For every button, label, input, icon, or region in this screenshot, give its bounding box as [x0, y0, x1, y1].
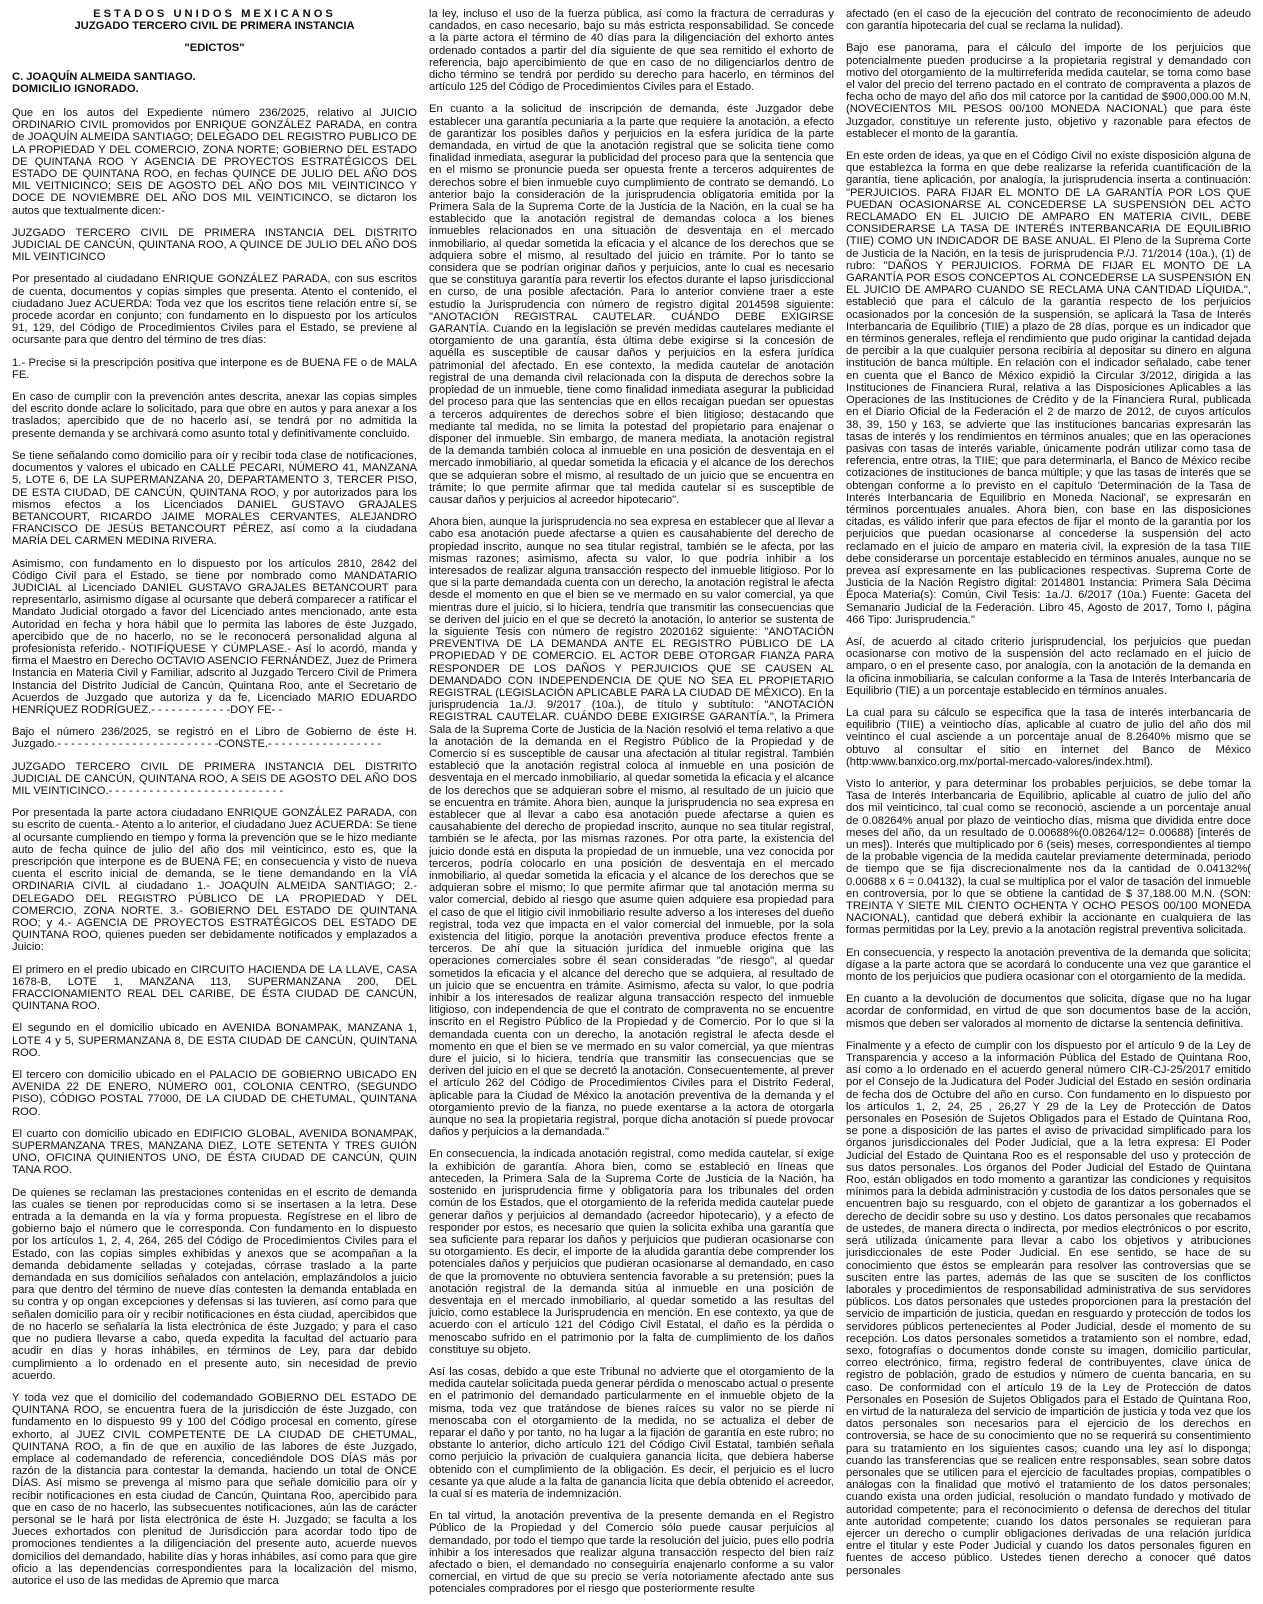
- paragraph: la ley, incluso el uso de la fuerza pública, así como la fractura de cerraduras y candados, en caso necesario, bajo su más estricta responsabilidad. Se concede a la parte actora el término de 40 días para la diligenciación del exhorto antes ordenado contados a partir del día siguiente de que sea remitido el exhorto de referencia, bajo apercibimiento de que en caso de no diligenciarlos dentro de dicho término se tendrá por perdido su derecho para hacerlo, en términos del artículo 125 del Código de Procedimientos Civiles para el Estado.: [429, 8, 834, 94]
- paragraph: En cuanto a la solicitud de inscripción de demanda, éste Juzgador debe establecer una garantía pecuniaria a la parte que requiere la anotación, a efecto de garantizar los posibles daños y perjuicios en la esfera jurídica de la parte demandada, en virtud de que la anotación registral que se solicita tiene como finalidad inmediata, asegurar la publicidad del proceso para que la sentencia que en el mismo se pronuncie pueda ser opuesta frente a terceros adquirentes de derechos sobre el bien inmueble cuyo cumplimiento de contrato se demandó. Lo anterior bajo la consideración de la jurisprudencia obligatoria emitida por la Primera Sala de la Suprema Corte de la Justicia de la Nación, en la cual se ha establecido que la anotación registral de demandas coloca a los bienes inmuebles relacionados en una situación de desventaja en el mercado inmobiliario, al quedar sometida la eficacia y el alcance de los derechos que se adquiera sobre el mismo, al resultado del juicio en trámite. Por lo tanto se considera que se podrían originar daños y perjuicios, ante lo cual es necesario que se constituya garantía para revertir los efectos durante el lapso jurisdiccional en curso, de una posible afectación. Para lo anterior conviene traer a este estudio la Jurisprudencia con número de registro digital 2014598 siguiente: "ANOTACIÓN REGISTRAL CAUTELAR. CUÁNDO DEBE EXIGIRSE GARANTÍA. Cuando en la legislación se prevén medidas cautelares mediante el otorgamiento de una garantía, ésta última debe exigirse si la concesión de aquélla es susceptible de causar daños y perjuicios en la esfera jurídica patrimonial del afectado. En ese contexto, la medida cautelar de anotación registral de una demanda civil relacionada con la disputa de derechos sobre la propiedad de un inmueble, tiene como finalidad inmediata asegurar la publicidad del proceso para que las sentencias que en ellos recaigan puedan ser opuestas a terceros adquirentes de derechos sobre el bien litigioso; destacando que mediante tal medida, no se limita la potestad del propietario para enajenar o disponer del inmueble. Sin embargo, de manera mediata, la anotación registral de la demanda también coloca al inmueble en una posición de desventaja en el mercado inmobiliario, al quedar sometida la eficacia y el alcance de los derechos que se adquieran sobre el mismo, al resultado de un juicio que se encuentra en trámite; lo que permite afirmar que tal medida cautelar sí es susceptible de causar daños y perjuicios al acreedor hipotecario".: [429, 103, 834, 506]
- paragraph: Se tiene señalando como domicilio para oír y recibir toda clase de notificaciones, documentos y valores el ubicado en CALLE PECARI, NÚMERO 41, MANZANA 5, LOTE 6, DE LA SUPERMANZANA 20, DEPARTAMENTO 3, TERCER PISO, DE ESTA CIUDAD, DE CANCÚN, QUINTANA ROO, y por autorizados para los mismos efectos a los Licenciados DANIEL GUSTAVO GRAJALES BETANCOURT, RICARDO JAIME MORALES CERVANTES, ALEJANDRO FRANCISCO DE JESÚS BETANCOURT PÉREZ, así como a la ciudadana MARÍA DEL CARMEN MEDINA RIVERA.: [12, 449, 417, 548]
- paragraph: Por presentada la parte actora ciudadano ENRIQUE GONZÁLEZ PARADA, con su escrito de cuenta.- Atento a lo anterior, el ciudadano Juez ACUERDA: Se tiene al ocursante cumpliendo en tiempo y forma la prevención que se le hizo mediante auto de fecha quince de julio del año dos mil veinticinco, esto es, que la prescripción que interpone es de BUENA FE; en consecuencia y visto de nueva cuenta el escrito inicial de demanda, se le tiene demandando en la VÍA ORDINARIA CIVIL al ciudadano 1.- JOAQUÍN ALMEIDA SANTIAGO; 2.- DELEGADO DEL REGISTRO PÚBLICO DE LA PROPIEDAD Y DEL COMERCIO, ZONA NORTE. 3.- GOBIERNO DEL ESTADO DE QUINTANA ROO; y 4.- AGENCIA DE PROYECTOS ESTRATÉGICOS DEL ESTADO DE QUINTANA ROO, quienes pueden ser debidamente notificados y emplazados a Juicio:: [12, 807, 417, 954]
- paragraph: Y toda vez que el domicilio del codemandado GOBIERNO DEL ESTADO DE QUINTANA ROO, se encuentra fuera de la jurisdicción de éste Juzgado, con fundamento en lo dispuesto 99 y 100 del Código procesal en comento, gírese exhorto, al JUEZ CIVIL COMPETENTE DE LA CIUDAD DE CHETUMAL, QUINTANA ROO, a fin de que en auxilio de las labores de éste Juzgado, emplace al codemandado de referencia, concediéndole DOS DÍAS más por razón de la distancia para contestar la demanda, haciendo un total de ONCE DÍAS. Así mismo se prevenga al mismo para que señale domicilio para oír y recibir notificaciones en esta ciudad de Cancún, Quintana Roo, apercibido para que en caso de no hacerlo, las subsecuentes notificaciones, aún las de carácter personal se le hará por lista electrónica de éste H. Juzgado; se faculta a los Jueces exhortados con plenitud de Jurisdicción para acordar todo tipo de promociones tendientes a la diligenciación del presente auto, acuerde nuevos domicilios del demandado, habilite días y horas inhábiles, así como para que gire oficio a las dependencias correspondientes para la localización del mismo, autorice el uso de las medidas de Apremio que marca: [12, 1391, 417, 1587]
- header-edictos: "EDICTOS": [184, 42, 245, 55]
- paragraph: Que en los autos del Expediente número 236/2025, relativo al JUICIO ORDINARIO CIVIL promovidos por ENRIQUE GONZÁLEZ PARADA, en contra de JOAQUÍN ALMEIDA SANTIAGO; DELEGADO DEL REGISTRO PUBLICO DE LA PROPIEDAD Y DEL COMERCIO, ZONA NORTE; GOBIERNO DEL ESTADO DE QUINTANA ROO Y AGENCIA DE PROYECTOS ESTRATÉGICOS DEL ESTADO DE QUINTANA ROO, en fechas QUINCE DE JULIO DEL AÑO DOS MIL VEITNICINCO; SEIS DE AGOSTO DEL AÑO DOS MIL VEINTICINCO Y DOCE DE NOVIEMBRE DEL AÑO DOS MIL VEINTICINCO, se dictaron los autos que textualmente dicen:-: [12, 107, 417, 217]
- paragraph: El tercero con domicilio ubicado en el PALACIO DE GOBIERNO UBICADO EN AVENIDA 22 DE ENERO, NÚMERO 001, COLONIA CENTRO, (SEGUNDO PISO), CÓDIGO POSTAL 77000, DE LA CIUDAD DE CHETUMAL, QUINTANA ROO.: [12, 1069, 417, 1118]
- paragraph: JUZGADO TERCERO CIVIL DE PRIMERA INSTANCIA DEL DISTRITO JUDICIAL DE CANCÚN, QUINTANA ROO, A QUINCE DE JULIO DEL AÑO DOS MIL VEINTICINCO: [12, 226, 417, 264]
- paragraph: Visto lo anterior, y para determinar los probables perjuicios, se debe tomar la Tasa de Interés Interbancaria de Equilibrio, aplicable al cuatro de julio del año dos mil veinticinco, tal cual como se reconoció, asciende a un porcentaje anual de 0.08264% anual por plazo de veintiocho días, misma que dividida entre doce meses del año, da un resultado de 0.00688%(0.08264/12= 0.00688) [interés de un mes]). Interés que multiplicado por 6 (seis) meses, correspondientes al tiempo de la probable vigencia de la medida cautelar previamente determinada, periodo de tiempo que se fija discrecionalmente nos da la cantidad de 0.04132%( 0.00688 x 6 = 0.04132), la cual se multiplica por el valor de tasación del inmueble en controversia, por lo que se obtiene la cantidad de $ 37,188.00 M.N. (SON: TREINTA Y SIETE MIL CIENTO OCHENTA Y OCHO PESOS 00/100 MONEDA NACIONAL), cantidad que deberá exhibir la accionante en cualquiera de las formas permitidas por la Ley, previo a la anotación registral preventiva solicitada.: [846, 777, 1251, 937]
- paragraph: JUZGADO TERCERO CIVIL DE PRIMERA INSTANCIA DEL DISTRITO JUDICIAL DE CANCÚN, QUINTANA ROO, A SEIS DE AGOSTO DEL AÑO DOS MIL VEINTICINCO.- - - - - - - - - - - - - - - - - - - - - - - - - -: [12, 760, 417, 797]
- paragraph: Finalmente y a efecto de cumplir con los dispuesto por el artículo 9 de la Ley de Transparencia y acceso a la información Pública del Estado de Quintana Roo, así como a lo ordenado en el acuerdo general número CIR-CJ-25/2017 emitido por el Consejo de la Judicatura del Poder Judicial del Estado en sesión ordinaria de fecha dos de Octubre del año en curso. Con fundamento en lo dispuesto por los artículos 1, 2, 24, 25 , 26,27 Y 29 de la Ley de Protección de Datos personales en Posesión de Sujetos Obligados para el Estado de Quintana Roo, se pone a disposición de las partes el aviso de privacidad simplificado para los órganos jurisdiccionales del Poder Judicial, que a la letra expresa: El Poder Judicial del Estado de Quintana Roo es el responsable del uso y protección de sus datos personales. Los órganos del Poder Judicial del Estado de Quintana Roo, están obligados en todo momento a garantizar las condiciones y requisitos mínimos para la debida administración y custodia de los datos personales que se encuentren bajo su resguardo, con el objeto de garantizar a los gobernados el derecho de decidir sobre su uso y destino. Los datos personales que recabamos de ustedes, de manera directa o indirecta, por medios electrónicos o por escrito, será utilizada únicamente para llevar a cabo los objetivos y atribuciones jurisdiccionales de este Poder Judicial. En ese sentido, se hace de su conocimiento que éstos se emplearán para resolver las controversias que se susciten entre las partes, además de las que se susciten de los conflictos laborales y procedimientos de responsabilidad administrativa de sus servidores públicos. Los datos personales que ustedes proporcionen para la prestación del servicio de impartición de justicia, quedan en resguardo y protección de todos los servidores públicos pertenecientes al Poder Judicial, desde el momento de su recepción. Los datos personales sometidos a tratamiento son el nombre, edad, sexo, fotografías o documentos donde conste su imagen, domicilio particular, correo electrónico, firma, registro federal de contribuyentes, clave única de registro de población, grado de estudios y número de cuenta bancaria, en su caso. De conformidad con el artículo 19 de la Ley de Protección de datos Personales en Posesión de Sujetos Obligados para el Estado de Quintana Roo, en virtud de la naturaleza del servicio de impartición de justicia y toda vez que los datos personales son necesarios para el ejercicio de los derechos en controversia, se hace de su conocimiento que no se requerirá su consentimiento para su tratamiento en los siguientes casos; cuando una ley así lo disponga; cuando las transferencias que se realicen entre responsables, sean sobre datos personales que se utilicen para el ejercicio de facultades propias, compatibles o análogas con la finalidad que motivó el tratamiento de los datos personales; cuando exista una orden judicial, resolución o mandato fundado y motivado de autoridad competente; para el reconocimiento o defensa de derechos del titular ante autoridad competente; cuando los datos personales se requieran para ejercer un derecho o cumplir obligaciones derivadas de una relación jurídica entre el titular y este Poder Judicial y cuando los datos personales figuren en fuentes de acceso público. Ustedes tienen derecho a conocer qué datos personales: [846, 1039, 1251, 1577]
- paragraph: El cuarto con domicilio ubicado en EDIFICIO GLOBAL, AVENIDA BONAMPAK, SUPERMANZANA TRES, MANZANA DIEZ, LOTE SETENTA Y TRES GUIÓN UNO, OFICINA QUINIENTOS UNO, DE ÉSTA CIUDAD DE CANCÚN, QUIN TANA ROO.: [12, 1127, 417, 1177]
- paragraph: Así, de acuerdo al citado criterio jurisprudencial, los perjuicios que puedan ocasionarse con motivo de la suspensión del acto reclamado en el juicio de amparo, o en el presente caso, por analogía, con la anotación de la demanda en la oficina inmobiliaria, se calculan conforme a la Tasa de Interés Interbancaria de Equilibrio (TIE) a un porcentaje establecido en términos anuales.: [846, 635, 1251, 697]
- paragraph: 1.- Precise si la prescripción positiva que interpone es de BUENA FE o de MALA FE.: [12, 356, 417, 381]
- header-country: ESTADOS UNIDOS MEXICANOS: [93, 8, 336, 20]
- paragraph: En consecuencia, la indicada anotación registral, como medida cautelar, sí exige la exhibición de garantía. Ahora bien, como se estableció en líneas que anteceden, la Primera Sala de la Suprema Corte de Justicia de la Nación, ha sostenido en jurisprudencia firme y obligatoria para los tribunales del orden común de los Estados, que el otorgamiento de la referida medida cautelar puede generar daños y perjuicios al demandado (acreedor hipotecario), y a efecto de responder por estos, es necesario que quien la solicita exhiba una garantía que sea suficiente para reparar los daños y perjuicios que pudieran ocasionarse con su otorgamiento. Es decir, el importe de la aludida garantía debe comprender los potenciales daños y perjuicios que pudieran ocasionarse al demandado, en caso de que la promovente no obtuviera sentencia favorable a su pretensión; pues la anotación registral de la demanda sitúa al inmueble en una posición de desventaja en el mercado inmobiliario, al quedar sometido a las resultas del juicio, como establece la Jurisprudencia en mención. En ese contexto, ya que de acuerdo con el artículo 121 del Código Civil Estatal, el daño es la pérdida o menoscabo sufrido en el patrimonio por la falta de cumplimiento de los daños constituye su objeto.: [429, 1148, 834, 1356]
- paragraph: En caso de cumplir con la prevención antes descrita, anexar las copias simples del escrito donde aclare lo solicitado, para que obre en autos y para anexar a los traslados; apercibido que de no hacerlo así, se tendrá por no admitida la presente demanda y se archivará como asunto total y definitivamente concluido.: [12, 391, 417, 440]
- paragraph: En este orden de ideas, ya que en el Código Civil no existe disposición alguna de que establezca la forma en que debe realizarse la referida cuantificación de la garantía, tiene aplicación, por analogía, la jurisprudencia inserta a continuación: "PERJUICIOS. PARA FIJAR EL MONTO DE LA GARANTÍA POR LOS QUE PUEDAN OCASIONARSE AL CONCEDERSE LA SUSPENSIÓN DEL ACTO RECLAMADO EN EL JUICIO DE AMPARO EN MATERIA CIVIL, DEBE CONSIDERARSE LA TASA DE INTERÉS INTERBANCARIA DE EQUILIBRIO (TIIE) COMO UN INDICADOR DE BASE ANUAL. El Pleno de la Suprema Corte de Justicia de la Nación, en la tesis de jurisprudencia P./J. 71/2014 (10a.), (1) de rubro: "DAÑOS Y PERJUICIOS. FORMA DE FIJAR EL MONTO DE LA GARANTÍA POR ESOS CONCEPTOS AL CONCEDERSE LA SUSPENSIÓN EN EL JUICIO DE AMPARO CUANDO SE RECLAMA UNA CANTIDAD LÍQUIDA.", estableció que para el cálculo de la garantía respecto de los perjuicios ocasionados por la concesión de la suspensión, se aplicará la Tasa de Interés Interbancaria de Equilibrio (TIIE) a plazo de 28 días, porque es un indicador que en términos generales, refleja el rendimiento que pudo originar la cantidad dejada de percibir a la que cualquier persona recibiría al depositar su dinero en alguna institución de banca múltiple. En relación con el indicador señalado, cabe tener en cuenta que el Banco de México expidió la Circular 3/2012, dirigida a las Instituciones de Financiera Rural, relativa a las Disposiciones Aplicables a las Operaciones de las Instituciones de Crédito y de la Financiera Rural, publicada en el Diario Oficial de la Federación el 2 de marzo de 2012, de cuyos artículos 38, 39, 150 y 163, se advierte que las instituciones bancarias expresarán las tasas de interés y los rendimientos en términos anuales; que en las operaciones pasivas con tasas de interés variable, únicamente podrán utilizar como tasa de referencia, entre otras, la TIIE; que para determinarla, el Banco de México recibe cotizaciones de instituciones de banca múltiple; y que las tasas de interés que se obtengan conforme a lo previsto en el capítulo 'Determinación de la Tasa de Interés Interbancaria de Equilibrio en Moneda Nacional', se expresarán en términos porcentuales anuales. Ahora bien, con base en las disposiciones citadas, es válido inferir que para efectos de fijar el monto de la garantía por los perjuicios que puedan ocasionarse al concederse la suspensión del acto reclamado en el juicio de amparo en materia civil, la expresión de la tasa TIIE debe considerarse un porcentaje establecido en términos anuales, aunque no se prevea así expresamente en las publicaciones respectivas. Suprema Corte de Justicia de la Nación Registro digital: 2014801 Instancia: Primera Sala Décima Época Materia(s): Común, Civil Tesis: 1a./J. 6/2017 (10a.) Fuente: Gaceta del Semanario Judicial de la Federación. Libro 45, Agosto de 2017, Tomo I, página 466 Tipo: Jurisprudencia.": [846, 150, 1251, 626]
- paragraph: Bajo el número 236/2025, se registró en el Libro de Gobierno de éste H. Juzgado.- - - - - - - - - - - - - - - - - - - - - - - -CONSTE.- - - - - - - - - - - - - - - - -: [12, 726, 417, 751]
- header-court: JUZGADO TERCERO CIVIL DE PRIMERA INSTANCIA: [74, 20, 355, 33]
- paragraph: En tal virtud, la anotación preventiva de la presente demanda en el Registro Público de la Propiedad y del Comercio sólo puede causar perjuicios al demandado, por todo el tiempo que tarde la resolución del juicio, pues ello podría inhibir a los interesados que realizar alguna transacción respecto del bien raíz afectado o bien, el demandado no conseguiría enajenarlo conforme a su valor comercial, en virtud de que su precio se vería notoriamente afectado ante sus potenciales compradores por el riesgo que posteriormente resulte: [429, 1510, 834, 1596]
- paragraph: Así las cosas, debido a que este Tribunal no advierte que el otorgamiento de la medida cautelar solicitada pueda generar pérdida o menoscabo actual o presente en el patrimonio del demandado particularmente en el inmueble objeto de la misma, toda vez que tratándose de bienes raíces su valor no se pierde ni menoscaba con el otorgamiento de la medida, no se actualiza el deber de reparar el daño y por tanto, no ha lugar a la fijación de garantía en este rubro; no obstante lo anterior, dicho artículo 121 del Código Civil Estatal, también señala como perjuicio la privación de cualquiera ganancia lícita, que debiera haberse obtenido con el cumplimiento de la obligación. Es decir, el perjuicio es el lucro cesante ya que alude a la falta de ganancia lícita que debía obtenido el acreedor, la cual sí es materia de indemnización.: [429, 1365, 834, 1500]
- paragraph: Ahora bien, aunque la jurisprudencia no sea expresa en establecer que al llevar a cabo esa anotación puede afectarse a quien es causahabiente del derecho de propiedad inscrito, aunque no sea titular registral, también se le afecta, por las mismas razones; asimismo, afecta su valor, lo que podría inhibir a los interesados de realizar alguna transacción respecto del inmueble litigioso. Por lo que si la parte demandada cuenta con un derecho, la anotación registral le afecta desde el momento en que el bien se ve mermado en su valor comercial, ya que mientras dure el juicio, si lo hiciera, tendría que transmitir las consecuencias que se deriven del juicio en el que se decretó la anotación, lo anterior se sustenta de la siguiente Tesis con número de registro 2020162 siguiente: "ANOTACIÓN PREVENTIVA DE LA DEMANDA ANTE EL REGISTRO PÚBLICO DE LA PROPIEDAD Y DE COMERCIO. EL ACTOR DEBE OTORGAR FIANZA PARA RESPONDER DE LOS DAÑOS Y PERJUICIOS QUE SE CAUSEN AL DEMANDADO CON INDEPENDENCIA DE QUE NO SEA EL PROPIETARIO REGISTRAL (LEGISLACIÓN APLICABLE PARA LA CIUDAD DE MÉXICO). En la jurisprudencia 1a./J. 9/2017 (10a.), de título y subtítulo: "ANOTACIÓN REGISTRAL CAUTELAR. CUÁNDO DEBE EXIGIRSE GARANTÍA.", la Primera Sala de la Suprema Corte de Justicia de la Nación resolvió el tema relativo a que la anotación de la demanda en el Registro Público de la Propiedad y de Comercio sí es susceptible de causar una afectación al titular registral. También estableció que la anotación registral coloca al inmueble en una posición de desventaja en el mercado inmobiliario, al quedar sometida la eficacia y el alcance de los derechos que se adquieran sobre el mismo, al resultado de un juicio que se encuentra en trámite. Ahora bien, aunque la jurisprudencia no sea expresa en establecer que al llevar a cabo esa anotación puede afectarse a quien es causahabiente del derecho de propiedad inscrito, aunque no sea titular registral, también se le afecta, por las mismas razones. Por otra parte, la existencia del juicio donde está en disputa la propiedad de un inmueble, una vez conocida por terceros, podría colocarlo en una posición de desventaja en el mercado inmobiliario, al quedar sometida la eficacia y el alcance de los derechos que se adquieran sobre el mismo; lo que permite afirmar que tal anotación merma su valor comercial, debido al riesgo que asume quien adquiere esa propiedad para el caso de que el litigio civil inmobiliario resulte adverso a los intereses del dueño registral, toda vez que impacta en el valor comercial del inmueble, por la sola existencia del litigio, porque la anotación preventiva produce efectos frente a terceros. De ahí que la situación jurídica del inmueble origina que las operaciones comerciales sobre él sean consideradas "de riesgo", al quedar sometidos la eficacia y el alcance del derecho que se adquiera, al resultado de un juicio que se encuentra en trámite. Asimismo, afecta su valor, lo que podría inhibir a los interesados de realizar alguna transacción respecto del inmueble litigioso, con independencia de que el contrato de compraventa no se encuentre inscrito en el Registro Público de la Propiedad y de Comercio. Por lo que si la demandada cuenta con un derecho, la anotación registral le afecta desde el momento en que el bien se ve mermado en su valor comercial, ya que mientras dure el juicio, si lo hiciera, tendría que transmitir las consecuencias que se deriven del juicio en el que se decretó la anotación. Consecuentemente, al prever el artículo 262 del Código de Procedimientos Civiles para el Distrito Federal, aplicable para la Ciudad de México la anotación preventiva de la demanda y el otorgamiento previo de la fianza, no puede exentarse a la actora de otorgarla aunque no sea la propietaria registral, porque dicha anotación sí puede provocar daños y perjuicios a la demandada.": [429, 516, 834, 1139]
- paragraph: El segundo en el domicilio ubicado en AVENIDA BONAMPAK, MANZANA 1, LOTE 4 y 5, SUPERMANZANA 8, DE ESTA CIUDAD DE CANCÚN, QUINTANA ROO.: [12, 1022, 417, 1059]
- paragraph: Por presentado al ciudadano ENRIQUE GONZÁLEZ PARADA, con sus escritos de cuenta, documentos y copias simples que presenta. Atento el contenido, el ciudadano Juez ACUERDA: Toda vez que los escritos tiene relación entre sí, se procede acordar en conjunto; con fundamento en lo dispuesto por los artículos 91, 129, del Código de Procedimientos Civiles para el Estado, se previene al ocursante para que dentro del término de tres días:: [12, 273, 417, 347]
- paragraph: afectado (en el caso de la ejecución del contrato de reconocimiento de adeudo con garantía hipotecaria del cual se reclama la nulidad).: [846, 8, 1251, 33]
- paragraph: En cuanto a la devolución de documentos que solicita, dígase que no ha lugar acordar de conformidad, en virtud de que son documentos base de la acción, mismos que deben ser valorados al momento de dictarse la sentencia definitiva.: [846, 993, 1251, 1030]
- column-3: [846, 8, 1251, 1598]
- paragraph: El primero en el predio ubicado en CIRCUITO HACIENDA DE LA LLAVE, CASA 1678-B, LOTE 1, MANZANA 113, SUPERMANZANA 200, DEL FRACCIONAMIENTO REAL DEL CARIBE, DE ÉSTA CIUDAD DE CANCÚN, QUINTANA ROO.: [12, 963, 417, 1013]
- paragraph: De quienes se reclaman las prestaciones contenidas en el escrito de demanda las cuales se tienen por reproducidas como si se insertasen a la letra. Dese entrada a la demanda en la vía y forma propuesta. Regístrese en el libro de gobierno bajo el número que le corresponda. Con fundamento en lo dispuesto por los artículos 1, 2, 4, 264, 265 del Código de Procedimientos Civiles para el Estado, con las copias simples exhibidas y anexos que se acompañan a la demanda debidamente selladas y cotejadas, córrase traslado a la parte demandada en sus domicilios señalados con antelación, emplazándolos a juicio para que dentro del término de nueve días contesten la demanda entablada en su contra y op ongan excepciones y defensas si las tuvieren, así como para que señalen domicilio para oír y recibir notificaciones en ésta ciudad, apercibidos que de no hacerlo se señalaría la lista electrónica de éste Juzgado; y para el caso que no pudiera llevarse a cabo, queda expedita la facultad del actuario para acudir en días y horas inhábiles, en términos de Ley, para dar debido cumplimiento a lo ordenado en el presente auto, sin necesidad de previo acuerdo.: [12, 1186, 417, 1382]
- addressee-name: C. JOAQUÍN ALMEIDA SANTIAGO.: [12, 70, 196, 83]
- paragraph: En consecuencia, y respecto la anotación preventiva de la demanda que solicita; dígase a la parte actora que se acordará lo conducente una vez que garantice el monto de los perjuicios que pudiera ocasionar con el otorgamiento de la medida.: [846, 946, 1251, 984]
- column-2: [429, 8, 834, 1598]
- paragraph: La cual para su cálculo se especifica que la tasa de interés interbancaria de equilibrio (TIIE) a veintiocho días, aplicable al cuatro de julio del año dos mil veintinco el cual asciende a un porcentaje anual de 8.2640% mismo que se obtuvo al consultar el sitio en internet del Banco de México (http:www.banxico.org.mx/portal-mercado-valores/index.html).: [846, 706, 1251, 768]
- paragraph: Asimismo, con fundamento en lo dispuesto por los artículos 2810, 2842 del Código Civil para el Estado, se tiene por nombrado como MANDATARIO JUDICIAL al Licenciado DANIEL GUSTAVO GRAJALES BETANCOURT para representarlo, asimismo dígase al ocursante que deberá comparecer a ratificar el Mandato Judicial otorgado a favor del Licenciado antes mencionado, ante esta Autoridad en fecha y hora hábil que lo permita las labores de éste Juzgado, apercibido que de no hacerlo, no se le reconocerá personalidad alguna al profesionista referido.- NOTIFÍQUESE Y CÚMPLASE.- Así lo acordó, manda y firma el Maestro en Derecho OCTAVIO ASENCIO FERNÁNDEZ, Juez de Primera Instancia en Materia Civil y Familiar, adscrito al Juzgado Tercero Civil de Primera Instancia del Distrito Judicial de Cancún, Quintana Roo, ante el Secretario de Acuerdos de Juzgado que autoriza y da fe, Licenciado MARIO EDUARDO HENRÍQUEZ RODRÍGUEZ.- - - - - - - - - - - -DOY FE- -: [12, 557, 417, 716]
- paragraph: Bajo ese panorama, para el cálculo del importe de los perjuicios que potencialmente pueden producirse a la propietaria registral y demandado con motivo del otorgamiento de la multirreferida medida cautelar, se toma como base el valor del precio del terreno pactado en el contrato de compraventa a plazos de fecha ocho de mayo del año dos mil catorce por la cantidad de $900,000.00 M.N. (NOVECIENTOS MIL PESOS 00/100 MONEDA NACIONAL) que para éste Juzgador, constituye un referente justo, objetivo y razonable para efectos de establecer el monto de la garantía.: [846, 42, 1251, 140]
- addressee-domicile: DOMICILIO IGNORADO.: [12, 82, 139, 95]
- column-1: [12, 8, 417, 1598]
